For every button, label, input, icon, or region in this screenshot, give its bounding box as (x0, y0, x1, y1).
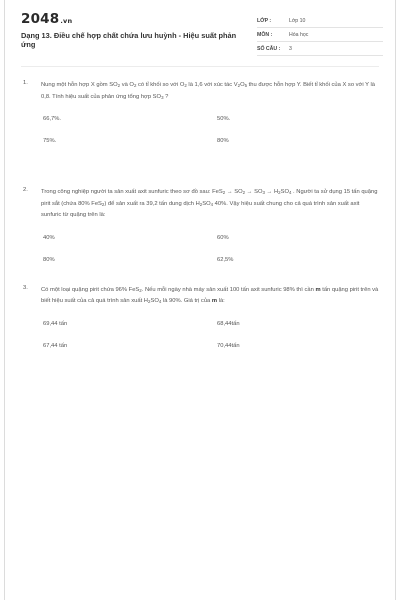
header-divider (21, 66, 379, 67)
answer-option-c[interactable]: 80% (43, 256, 55, 263)
question-1 (5, 80, 397, 153)
answer-option-b[interactable]: 50%. (217, 116, 231, 122)
meta-row-class (257, 14, 383, 28)
question-number: 3. (23, 284, 28, 291)
answer-option-b[interactable]: 60% (217, 234, 229, 241)
question-number: 1. (23, 80, 28, 86)
answer-option-a[interactable]: 40% (43, 234, 55, 241)
answer-option-a[interactable]: 69,44 tấn (43, 320, 68, 327)
answer-options (41, 222, 397, 272)
answer-options (41, 103, 397, 153)
document-header (5, 0, 395, 64)
question-list (5, 80, 397, 358)
logo-main: 2048 (21, 11, 60, 27)
question-number: 2. (23, 187, 28, 193)
meta-value: 3 (289, 46, 292, 52)
meta-row-subject (257, 28, 383, 42)
meta-row-count (257, 42, 383, 56)
answer-option-d[interactable]: 70,44tấn (217, 342, 240, 349)
question-text: Trong công nghiệp người ta sản xuất axit sunfuric theo sơ đồ sau: $FeS_2 \to SO_2 \to SO_3 \to H_2SO_4$ . Người ta sử dụng 15 tấn quặng pirit sắt (chứa 80% FeS$_2$) để sản xuất ra 39,2 tấn dung dịch $H_2SO_4$ 40%. Vậy hiệu suất chung cho cả quá trình sản xuất axit sunfuric từ quặng trên là: (41, 189, 378, 218)
site-logo[interactable] (21, 11, 72, 27)
question-3 (5, 285, 397, 358)
document-page (4, 0, 396, 600)
answer-options (41, 308, 397, 358)
document-title: Dạng 13. Điều chế hợp chất chứa lưu huỳnh - Hiệu suất phản ứng (21, 31, 237, 50)
meta-label: SỐ CÂU : (257, 46, 281, 52)
answer-option-d[interactable]: 80% (217, 138, 229, 144)
question-2 (5, 187, 397, 272)
answer-option-d[interactable]: 62,5% (217, 256, 234, 263)
meta-value: Hóa học (289, 32, 309, 38)
meta-label: MÔN : (257, 32, 273, 38)
answer-option-a[interactable]: 66,7%. (43, 116, 62, 122)
meta-value: Lớp 10 (289, 18, 306, 24)
question-text: Có một loại quặng pirit chứa 96% FeS$_2$. Nếu mỗi ngày nhà máy sản xuất 100 tấn axit sunfuric 98% thì cần m tấn quặng pirit trên và biết hiệu suất của cả quá trình sản xuất $H_2SO_4$ là 90%. Giá trị của m là: (41, 286, 379, 304)
meta-label: LỚP : (257, 18, 272, 24)
answer-option-c[interactable]: 67,44 tấn (43, 342, 68, 349)
logo-sub: .vn (60, 17, 73, 25)
answer-option-b[interactable]: 68,44tấn (217, 320, 240, 327)
meta-info (257, 14, 383, 56)
answer-option-c[interactable]: 75%. (43, 138, 57, 144)
question-text: Nung một hỗn hợp X gồm $SO_2$ và $O_2$ có tỉ khối so với $O_2$ là 1,6 với xúc tác $V_2O_5$ thu được hỗn hợp Y. Biết tỉ khối của X so với Y là 0,8. Tính hiệu suất của phản ứng tổng hợp $SO_3$ ? (41, 82, 376, 100)
